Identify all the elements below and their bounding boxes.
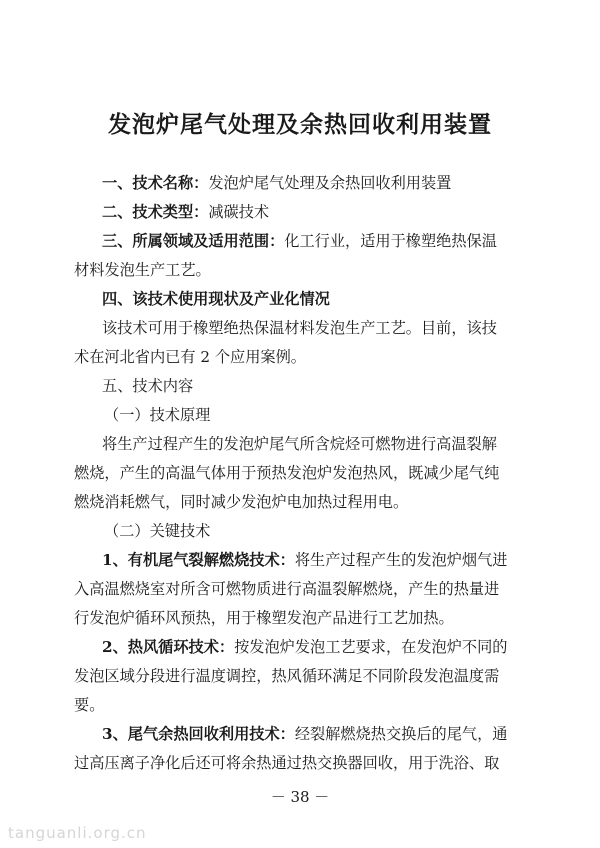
paragraph-line: 该技术可用于橡塑绝热保温材料发泡生产工艺。目前，该技 — [102, 319, 497, 337]
section-technology-name — [102, 172, 530, 194]
key-technology-3 — [102, 723, 530, 745]
paragraph-line: 过高压离子净化后还可将余热通过热交换器回收，用于洗浴、取 — [74, 754, 500, 772]
paragraph-line: 材料发泡生产工艺。 — [74, 261, 211, 279]
paragraph-line: 行发泡炉循环风预热，用于橡塑发泡产品进行工艺加热。 — [74, 609, 454, 627]
paragraph-line: 术在河北省内已有 2 个应用案例。 — [74, 348, 306, 366]
item-text: 按发泡炉发泡工艺要求，在发泡炉不同的 — [234, 638, 508, 656]
item-heading: 2、热风循环技术： — [102, 638, 235, 656]
key-technology-2 — [102, 636, 530, 658]
section-heading: 一、技术名称： — [102, 174, 209, 192]
paragraph-line: 燃烧，产生的高温气体用于预热发泡炉发泡热风，既减少尾气纯 — [74, 464, 500, 482]
item-heading: 3、尾气余热回收利用技术： — [102, 725, 295, 743]
page-number: － 38 － — [270, 788, 330, 806]
section-text: 化工行业，适用于橡塑绝热保温 — [284, 232, 497, 250]
item-text: 经裂解燃烧热交换后的尾气，通 — [294, 725, 508, 743]
section-text: 减碳技术 — [208, 203, 270, 221]
key-technology-1 — [102, 549, 530, 571]
subsection-key-technology: （二）关键技术 — [104, 522, 211, 540]
section-text: 发泡炉尾气处理及余热回收利用装置 — [208, 174, 452, 192]
section-heading: 三、所属领域及适用范围： — [102, 232, 285, 250]
paragraph-line: 燃烧消耗燃气，同时减少发泡炉电加热过程用电。 — [74, 493, 409, 511]
section-heading: 四、该技术使用现状及产业化情况 — [102, 290, 330, 308]
paragraph-line: 要。 — [74, 696, 105, 714]
item-heading: 1、有机尾气裂解燃烧技术： — [102, 551, 295, 569]
section-usage-status — [102, 288, 530, 310]
document-title: 发泡炉尾气处理及余热回收利用装置 — [108, 111, 492, 138]
watermark-text: tanguanli.org.cn — [8, 824, 147, 842]
section-heading: 二、技术类型： — [102, 203, 209, 221]
paragraph-line: 将生产过程产生的发泡炉尾气所含烷烃可燃物进行高温裂解 — [102, 435, 497, 453]
paragraph-line: 入高温燃烧室对所含可燃物质进行高温裂解燃烧，产生的热量进 — [74, 580, 500, 598]
section-application-field — [102, 230, 530, 252]
section-technical-content: 五、技术内容 — [102, 377, 194, 395]
item-text: 将生产过程产生的发泡炉烟气进 — [294, 551, 508, 569]
paragraph-line: 发泡区域分段进行温度调控，热风循环满足不同阶段发泡温度需 — [74, 667, 500, 685]
subsection-principle: （一）技术原理 — [104, 406, 211, 424]
section-technology-type — [102, 201, 530, 223]
